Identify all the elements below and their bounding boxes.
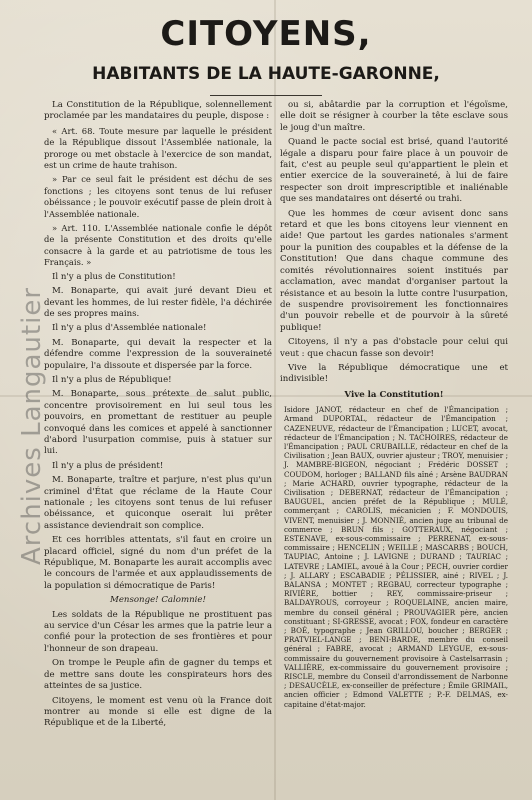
poster-title: CITOYENS, xyxy=(160,14,372,54)
left_column-paragraph: M. Bonaparte, sous prétexte de salut public, concentre provisoirement en lui seul tous les pouvoirs, en promettant de restituer au peuple convoqué dans les comices et appelé à sanctionner d'abord l'usurpation commise, puis à statuer sur lui. xyxy=(44,389,272,457)
left_column-paragraph: Il n'y a plus d'Assemblée nationale! xyxy=(52,323,207,334)
left_column-paragraph: M. Bonaparte, qui avait juré devant Dieu et devant les hommes, de lui rester fidèle, l'a déchirée de ses propres mains. xyxy=(44,286,272,319)
right_column-paragraph: Vive la Constitution! xyxy=(344,389,444,400)
left_column-paragraph: » Par ce seul fait le président est déchu de ses fonctions ; les citoyens sont tenus de lui refuser obéissance ; le pouvoir exécutif passe de plein droit à l'Assemblée nationale. xyxy=(44,174,272,219)
right_column-paragraph: Citoyens, il n'y a pas d'obstacle pour celui qui veut : que chacun fasse son devoir! xyxy=(280,337,508,359)
archive-watermark: Archives Langautier xyxy=(17,286,47,565)
left_column-paragraph: Citoyens, le moment est venu où la France doit montrer au monde si elle est digne de la République et de la Liberté, xyxy=(44,695,272,729)
right_column-paragraph: Quand le pacte social est brisé, quand l'autorité légale a disparu pour faire place à un pouvoir de fait, c'est au peuple seul qu'appartient le plein et entier exercice de la souveraineté, à lui de faire respecter son droit imprescriptible et inaliénable que ses mandataires ont déserté ou trahi. xyxy=(280,137,508,205)
right_column-paragraph: Vive la République démocratique une et indivisible! xyxy=(280,362,508,385)
left_column-paragraph: Il n'y a plus de République! xyxy=(52,374,172,385)
left_column-paragraph: Et ces horribles attentats, s'il faut en croire un placard officiel, signé du nom d'un préfet de la République, M. Bonaparte les aurait accomplis avec le concours de l'armée et aux applaudissements de la population si démocratique de Paris! xyxy=(44,535,272,591)
left_column-paragraph: « Art. 68. Toute mesure par laquelle le président de la République dissout l'Assemblée nationale, la proroge ou met obstacle à l'exercice de son mandat, est un crime de haute trahison. xyxy=(44,125,272,171)
right-column xyxy=(280,100,508,790)
left_column-paragraph: La Constitution de la République, solennellement proclamée par les mandataires du peuple, dispose : xyxy=(44,100,272,122)
paper-fold-vertical xyxy=(274,0,276,800)
left_column-paragraph: Mensonge! Calomnie! xyxy=(110,595,206,606)
left_column-paragraph: M. Bonaparte, qui devait la respecter et la défendre comme l'expression de la souveraineté populaire, l'a dissoute et dispersée par la force. xyxy=(44,337,272,371)
right_column-paragraph: ou si, abâtardie par la corruption et l'égoïsme, elle doit se résigner à courber la tête esclave sous le joug d'un maître. xyxy=(280,100,508,133)
left_column-paragraph: » Art. 110. L'Assemblée nationale confie le dépôt de la présente Constitution et des droits qu'elle consacre à la garde et au patriotisme de tous les Français. » xyxy=(44,223,272,268)
right_column-paragraph: Que les hommes de cœur avisent donc sans retard et que les bons citoyens leur viennent en aide! Que partout les gardes nationales s'arment pour la punition des coupables et la défense de la Constitution! Que dans chaque commune des comités révolutionnaires soient institués par acclamation, avec mandat d'organiser partout la résistance et au besoin la lutte contre l'usurpation, de suspendre provisoirement les fonctionnaires d'un pouvoir rebelle et de pourvoir à la sûreté publique! xyxy=(280,208,508,333)
title-divider xyxy=(210,95,322,96)
left_column-paragraph: M. Bonaparte, traître et parjure, n'est plus qu'un criminel d'État que réclame de la Haute Cour nationale ; les citoyens sont tenus de lui refuser obéissance, et quiconque oserait lui prêter assistance deviendrait son complice. xyxy=(44,475,272,531)
left-column xyxy=(44,100,272,790)
left_column-paragraph: On trompe le Peuple afin de gagner du temps et de mettre sans doute les conspirateurs hors des atteintes de sa justice. xyxy=(44,658,272,692)
left_column-paragraph: Il n'y a plus de Constitution! xyxy=(52,271,176,282)
signatories-list: Isidore JANOT, rédacteur en chef de l'Émancipation ; Armand DUPORTAL, rédacteur de l'Émancipation ; CAZENEUVE, rédacteur de l'Émancipation ; LUCET, avocat, rédacteur de l'Émancipation ; N. TACHOIRES, rédacteur de l'Émancipation ; PAUL CRUBAILLE, rédacteur en chef de la Civilisation ; Jean BAUX, ouvrier ajusteur ; TROY, menuisier ; J. MAMBRE-BIGEON, négociant ; Frédéric DOSSET ; COUDOM, horloger ; BALLAND fils aîné ; Arsène BAUDRAN ; Marie ACHARD, ouvrier typographe, rédacteur de la Civilisation ; DEBERNAT, rédacteur de l'Émancipation ; BAUGUEL, ancien préfet de la République ; MULÉ, commerçant ; CAROLIS, mécanicien ; F. MONDOUIS, VIVENT, menuisier ; J. MONNIÉ, ancien juge au tribunal de commerce ; BRUN fils ; GOTTERAUX, négociant ; ESTENAVE, ex-sous-commissaire ; PERRENAT, ex-sous-commissaire ; HENCELIN ; WEILLE ; MASCARBS ; BOUCH, TAUPIAC, Antoine ; J. LAVIGNE ; DURAND ; TAURIAC ; LATEVRE ; LAMIEL, avoué à la Cour ; PECH, ouvrier cordier ; J. ALLARY ; ESCABADIE ; PÉLISSIER, ainé ; RIVEL ; J. BALANSA ; MONTET ; REGBAU, correcteur typographe ; RIVIÈRE, bottier ; REY, commissaire-priseur ; BALDAYROUS, corroyeur ; ROQUELAINE, ancien maire, membre du conseil général ; PROUVAGIER père, ancien constituant ; SI-GRESSE, avocat ; FOX, fondeur en caractère ; BOÉ, typographe ; Jean GRILLOU, boucher ; BERGER ; PRATVIEL-LANGE ; BENI-BARDE, membre du conseil général ; FABRE, avocat ; ARMAND LEYGUE, ex-sous-commissaire du gouvernement provisoire à Castelsarrasin ; VALLIÈRE, ex-commissaire du gouvernement provisoire ; RISCLE, membre du Conseil d'arrondissement de Narbonne ; DESAUCÈLE, ex-conseiller de préfecture ; Émile GRIMAIL, ancien officier ; Edmond VALETTE ; P.-F. DELMAS, ex-capitaine d'état-major. xyxy=(284,405,508,709)
poster-subtitle: HABITANTS DE LA HAUTE-GARONNE, xyxy=(92,64,440,84)
left_column-paragraph: Il n'y a plus de président! xyxy=(52,460,164,471)
left_column-paragraph: Les soldats de la République ne prostituent pas au service d'un César les armes que la patrie leur a confié pour la protection de ses frontières et pour l'honneur de son drapeau. xyxy=(44,609,272,654)
